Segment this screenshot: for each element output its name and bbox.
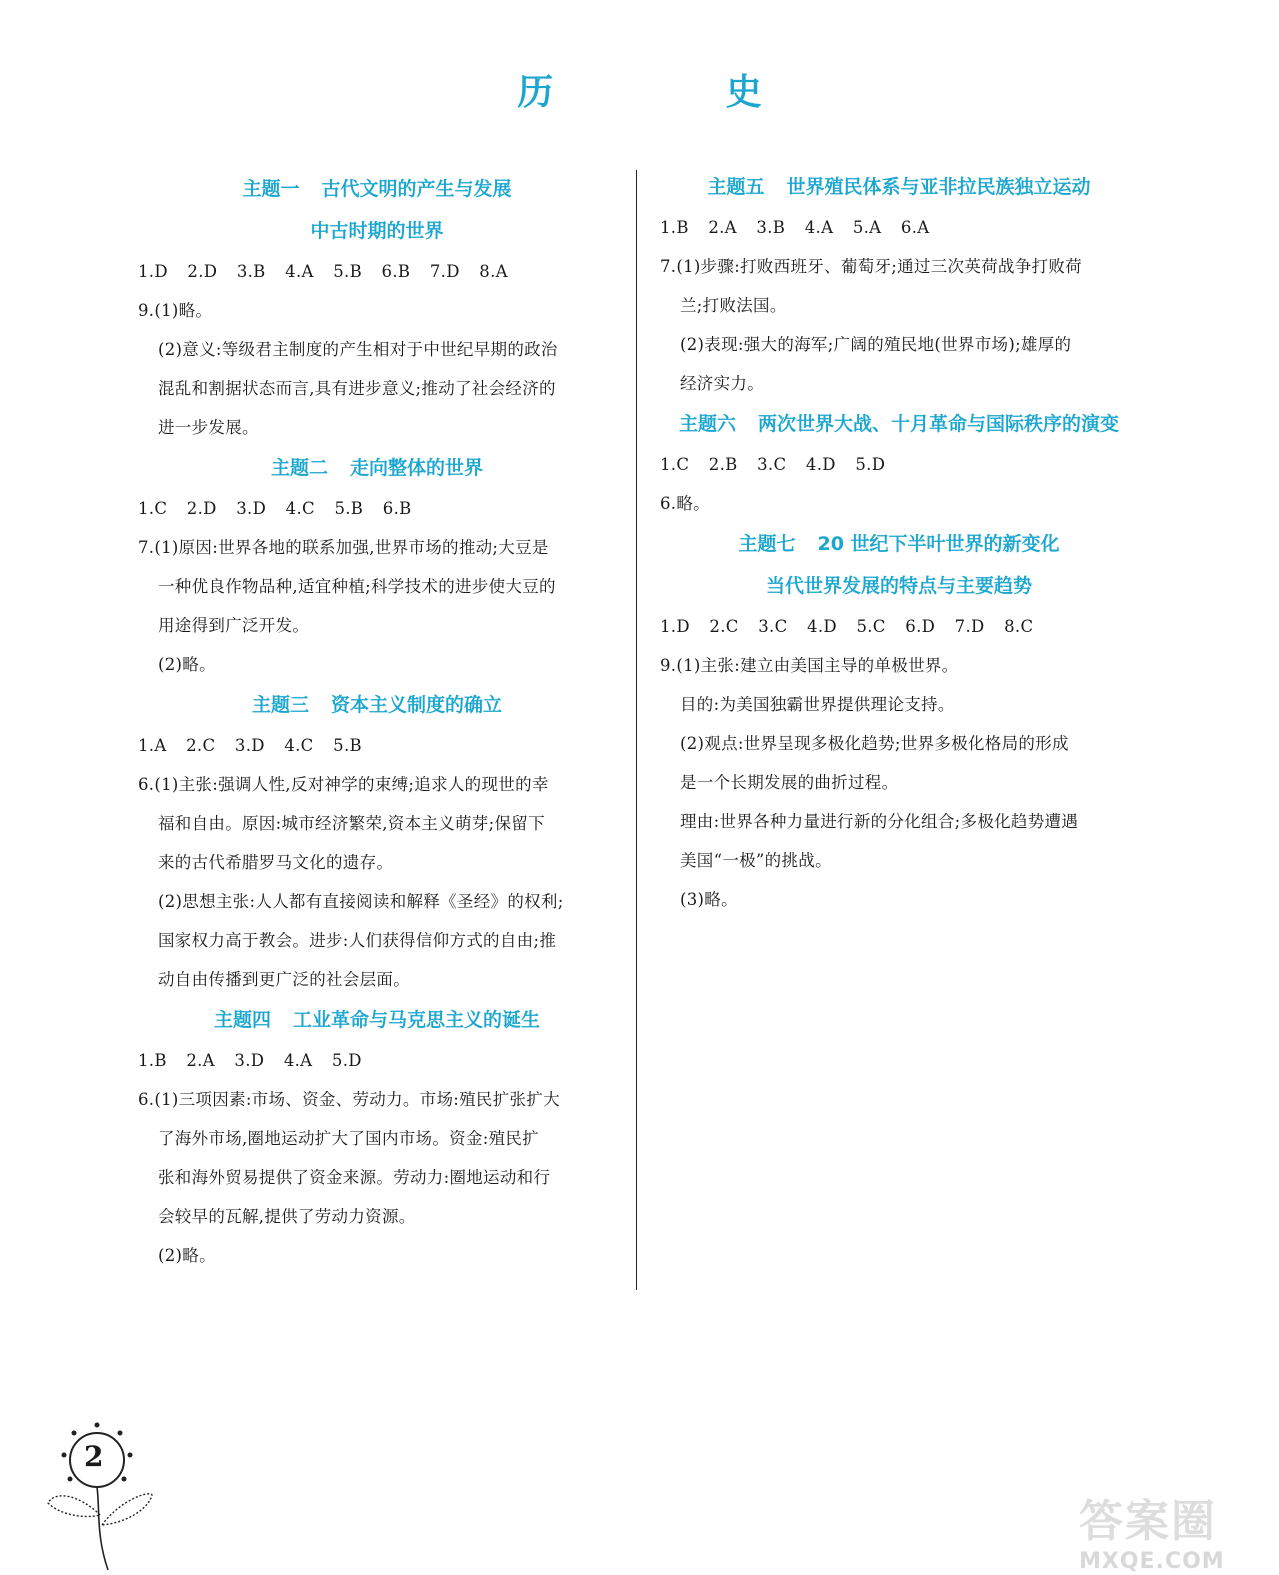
topic-5-heading — [660, 166, 1138, 208]
topic-4-heading — [138, 999, 616, 1041]
answer-line: 7.(1)步骤:打败西班牙、葡萄牙;通过三次英荷战争打败荷 — [660, 257, 1082, 276]
topic-3-title: 资本主义制度的确立 — [331, 694, 503, 716]
topic-1-title: 古代文明的产生与发展 — [321, 178, 512, 200]
watermark-url: MXQE.COM — [1079, 1549, 1225, 1574]
answer-line: 动自由传播到更广泛的社会层面。 — [158, 970, 410, 989]
answer-line: 9.(1)略。 — [138, 301, 213, 320]
topic-5-number: 主题五 — [707, 176, 765, 198]
answer-line: 混乱和割据状态而言,具有进步意义;推动了社会经济的 — [158, 379, 556, 398]
answer-line: 来的古代希腊罗马文化的遗存。 — [158, 853, 394, 872]
topic-1-heading — [138, 168, 616, 210]
topic-3-choice-answers: 1.A 2.C 3.D 4.C 5.B — [138, 736, 362, 755]
page-number: 2 — [84, 1440, 104, 1473]
answer-line: 进一步发展。 — [158, 418, 259, 437]
answer-line: (2)思想主张:人人都有直接阅读和解释《圣经》的权利; — [158, 892, 564, 911]
topic-5-title: 世界殖民体系与亚非拉民族独立运动 — [786, 176, 1091, 198]
topic-7-number: 主题七 — [738, 533, 796, 555]
answer-line: (2)略。 — [158, 655, 216, 674]
answer-line: 一种优良作物品种,适宜种植;科学技术的进步使大豆的 — [158, 577, 556, 596]
answer-line: 国家权力高于教会。进步:人们获得信仰方式的自由;推 — [158, 931, 557, 950]
topic-5-choice-answers: 1.B 2.A 3.B 4.A 5.A 6.A — [660, 218, 930, 237]
flower-page-ornament — [40, 1415, 170, 1575]
topic-3-heading — [138, 684, 616, 726]
topic-2-number: 主题二 — [270, 457, 328, 479]
topic-2-title: 走向整体的世界 — [350, 457, 484, 479]
column-divider — [636, 170, 637, 1290]
answer-line: 理由:世界各种力量进行新的分化组合;多极化趋势遭遇 — [680, 812, 1079, 831]
topic-4-number: 主题四 — [213, 1009, 271, 1031]
answer-line: (2)观点:世界呈现多极化趋势;世界多极化格局的形成 — [680, 734, 1069, 753]
answer-line: (2)意义:等级君主制度的产生相对于中世纪早期的政治 — [158, 340, 558, 359]
right-column — [660, 166, 1138, 919]
topic-1-choice-answers: 1.D 2.D 3.B 4.A 5.B 6.B 7.D 8.A — [138, 262, 508, 281]
answer-line: (3)略。 — [680, 890, 738, 909]
watermark-logo — [1079, 1485, 1259, 1574]
topic-7-choice-answers: 1.D 2.C 3.C 4.D 5.C 6.D 7.D 8.C — [660, 617, 1034, 636]
answer-line: (2)略。 — [158, 1246, 216, 1265]
topic-2-heading — [138, 447, 616, 489]
topic-6-number: 主题六 — [678, 413, 736, 435]
topic-1-subtitle: 中古时期的世界 — [310, 220, 444, 242]
answer-line: 了海外市场,圈地运动扩大了国内市场。资金:殖民扩 — [158, 1129, 540, 1148]
answer-line: 9.(1)主张:建立由美国主导的单极世界。 — [660, 656, 959, 675]
answer-line: (2)表现:强大的海军;广阔的殖民地(世界市场);雄厚的 — [680, 335, 1072, 354]
page-title: 历 史 — [517, 72, 842, 113]
topic-6-choice-answers: 1.C 2.B 3.C 4.D 5.D — [660, 455, 886, 474]
answer-line: 福和自由。原因:城市经济繁荣,资本主义萌芽;保留下 — [158, 814, 545, 833]
topic-7-title: 20 世纪下半叶世界的新变化 — [817, 533, 1060, 555]
answer-line: 是一个长期发展的曲折过程。 — [680, 773, 899, 792]
answer-line: 美国“一极”的挑战。 — [680, 851, 832, 870]
topic-7-heading — [660, 523, 1138, 565]
answer-line: 用途得到广泛开发。 — [158, 616, 310, 635]
answer-line: 7.(1)原因:世界各地的联系加强,世界市场的推动;大豆是 — [138, 538, 549, 557]
answer-line: 目的:为美国独霸世界提供理论支持。 — [680, 695, 955, 714]
topic-4-choice-answers: 1.B 2.A 3.D 4.A 5.D — [138, 1051, 362, 1070]
watermark-text: 答案圈 — [1079, 1496, 1217, 1547]
topic-4-title: 工业革命与马克思主义的诞生 — [293, 1009, 541, 1031]
topic-7-subtitle: 当代世界发展的特点与主要趋势 — [765, 575, 1032, 597]
topic-1-number: 主题一 — [242, 178, 300, 200]
topic-3-number: 主题三 — [251, 694, 309, 716]
answer-line: 6.略。 — [660, 494, 710, 513]
topic-6-title: 两次世界大战、十月革命与国际秩序的演变 — [758, 413, 1120, 435]
answer-line: 兰;打败法国。 — [680, 296, 787, 315]
answer-line: 经济实力。 — [680, 374, 764, 393]
answer-line: 张和海外贸易提供了资金来源。劳动力:圈地运动和行 — [158, 1168, 551, 1187]
answer-line: 会较早的瓦解,提供了劳动力资源。 — [158, 1207, 416, 1226]
answer-line: 6.(1)主张:强调人性,反对神学的束缚;追求人的现世的幸 — [138, 775, 549, 794]
topic-2-choice-answers: 1.C 2.D 3.D 4.C 5.B 6.B — [138, 499, 412, 518]
left-column — [138, 168, 616, 1275]
answer-line: 6.(1)三项因素:市场、资金、劳动力。市场:殖民扩张扩大 — [138, 1090, 560, 1109]
topic-6-heading — [660, 403, 1138, 445]
